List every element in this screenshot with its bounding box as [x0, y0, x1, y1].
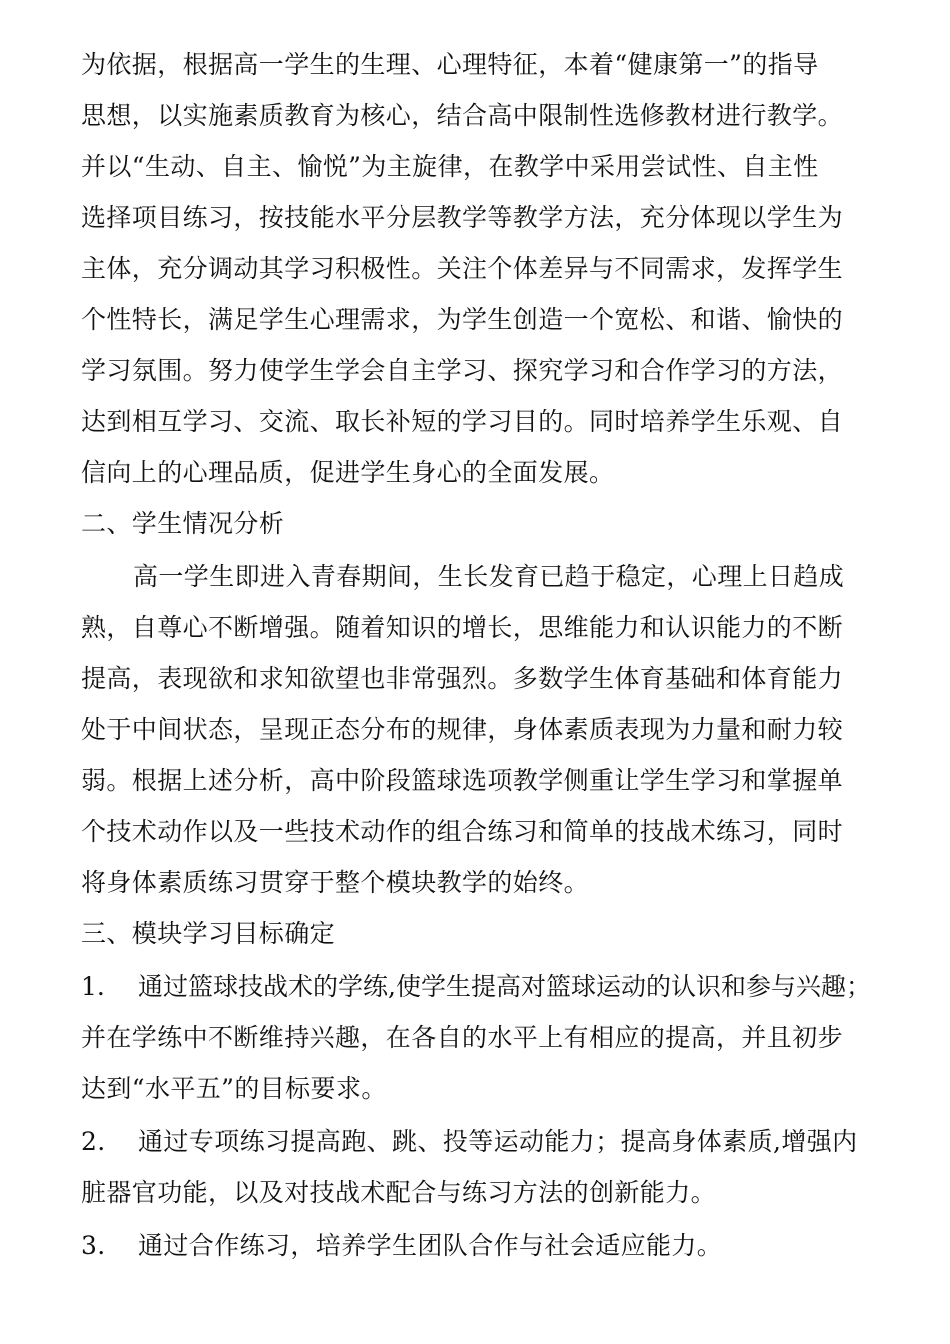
section2-line: 处于中间状态，呈现正态分布的规律，身体素质表现为力量和耐力较 [81, 715, 844, 744]
goal-text-continued: 达到“水平五”的目标要求。 [81, 1074, 387, 1103]
goal-text: 通过专项练习提高跑、跳、投等运动能力；提高身体素质,增强内 [138, 1127, 858, 1156]
goal-item-1 [81, 970, 871, 1004]
intro-line: 为依据，根据高一学生的生理、心理特征，本着“健康第一”的指导 [81, 50, 819, 79]
goal-text: 通过篮球技战术的学练,使学生提高对篮球运动的认识和参与兴趣； [138, 972, 871, 1001]
goal-text: 通过合作练习，培养学生团队合作与社会适应能力。 [138, 1231, 723, 1260]
section-heading-student-analysis: 二、学生情况分析 [81, 509, 285, 538]
goal-text-continued: 并在学练中不断维持兴趣，在各自的水平上有相应的提高，并且初步 [81, 1023, 844, 1052]
intro-line: 达到相互学习、交流、取长补短的学习目的。同时培养学生乐观、自 [81, 407, 844, 436]
intro-line: 主体，充分调动其学习积极性。关注个体差异与不同需求，发挥学生 [81, 254, 844, 283]
goal-number: 2. [81, 1127, 106, 1156]
section2-line: 高一学生即进入青春期间，生长发育已趋于稳定，心理上日趋成 [133, 562, 845, 591]
goal-number: 3. [81, 1231, 106, 1260]
section2-line: 提高，表现欲和求知欲望也非常强烈。多数学生体育基础和体育能力 [81, 664, 844, 693]
section-heading-learning-goals: 三、模块学习目标确定 [81, 919, 336, 948]
intro-line: 思想，以实施素质教育为核心，结合高中限制性选修教材进行教学。 [81, 101, 844, 130]
goal-item-3 [81, 1229, 722, 1263]
section2-line: 将身体素质练习贯穿于整个模块教学的始终。 [81, 868, 590, 897]
intro-line: 个性特长，满足学生心理需求，为学生创造一个宽松、和谐、愉快的 [81, 305, 844, 334]
goal-text-continued: 脏器官功能，以及对技战术配合与练习方法的创新能力。 [81, 1178, 717, 1207]
intro-line: 学习氛围。努力使学生学会自主学习、探究学习和合作学习的方法， [81, 356, 844, 385]
goal-number: 1. [81, 972, 105, 1001]
intro-line: 并以“生动、自主、愉悦”为主旋律，在教学中采用尝试性、自主性 [81, 152, 819, 181]
section2-line: 熟，自尊心不断增强。随着知识的增长，思维能力和认识能力的不断 [81, 613, 844, 642]
goal-item-2 [81, 1125, 858, 1159]
intro-line: 选择项目练习，按技能水平分层教学等教学方法，充分体现以学生为 [81, 203, 844, 232]
section2-line: 个技术动作以及一些技术动作的组合练习和简单的技战术练习，同时 [81, 817, 844, 846]
section2-line: 弱。根据上述分析，高中阶段篮球选项教学侧重让学生学习和掌握单 [81, 766, 844, 795]
intro-line: 信向上的心理品质，促进学生身心的全面发展。 [81, 458, 615, 487]
